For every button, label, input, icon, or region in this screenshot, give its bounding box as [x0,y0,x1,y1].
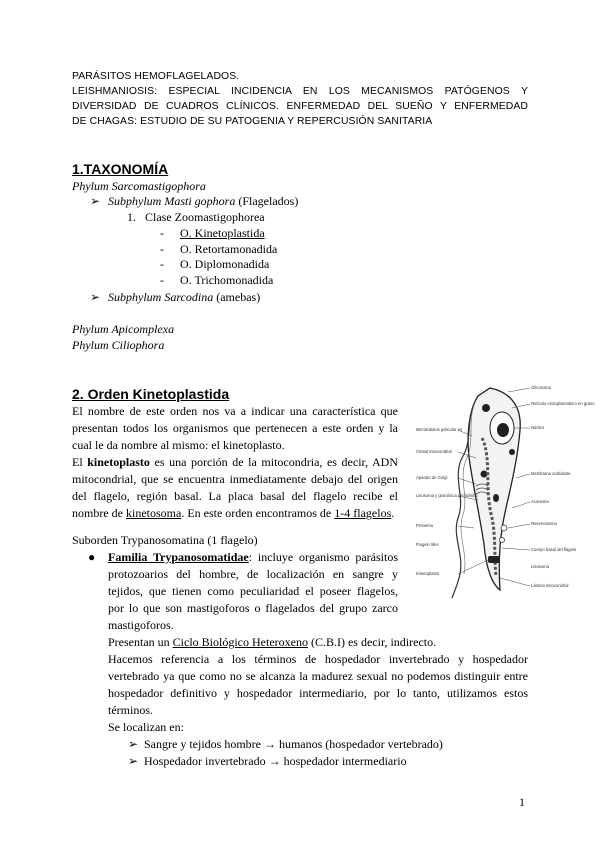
arrow-bullet-icon: ➢ [90,290,101,304]
kinetosoma-link: kinetosoma [125,506,182,520]
diagram-label: Aparato de Golgi [416,475,448,480]
header-line-2: LEISHMANIOSIS: ESPECIAL INCIDENCIA EN LOS MECANISMOS PATÓGENOS Y [72,86,528,97]
arrow-bullet-icon: ➢ [128,754,139,768]
location-list [128,736,443,770]
bullet-icon: ● [88,550,96,564]
phylum-sarcomastigophora: Phylum Sarcomastigophora [72,179,206,193]
family-trypanosomatidae: Familia Trypanosomatidae: incluye organismo parásitos protozoarios del hombre, de localización en sangre y tejidos, que tienen como peculiaridad el poseer flagelos, por lo que son mastigoforos o flagelados del grupo zarco mastigoforos. [108,550,398,632]
diagram-label: Lisosoma y granónica del bolsillo [416,493,478,498]
location-item: ➢ Hospedador invertebrado → hospedador intermediario [128,754,407,768]
trypanosome-diagram [412,378,595,603]
header-line-3: DIVERSIDAD DE CUADROS CLÍNICOS. ENFERMEDAD DEL SUEÑO Y ENFERMEDAD [72,101,528,112]
kinetoplastida-paragraph-2: El kinetoplasto es una porción de la mitocondria, es decir, ADN mitocondrial, que se encuentra inmediatamente debajo del origen del flagelo, región basal. La placa basal del flagelo recibe el nombre de kinetosoma. En este orden encontramos de 1-4 flagelos. [72,455,398,520]
diagram-label: Lámina mitocondrial [531,583,569,588]
kinetoplastida-title: 2. Orden Kinetoplastida [72,386,230,402]
diagram-label: Glicosoma [531,385,551,390]
diagram-label: Pronema [416,523,433,528]
subphylum-sarcodina: ➢ Subphylum Sarcodina (amebas) [90,290,261,304]
diagram-label: Axonema [531,499,549,504]
phylum-apicomplexa: Phylum Apicomplexa [72,322,175,336]
header-line-1: PARÁSITOS HEMOFLAGELADOS. [72,71,240,82]
order-item: - O. Retortamonadida [160,241,278,256]
suborder-line: Suborden Trypanosomatina (1 flagelo) [72,533,258,547]
order-item: - O. Kinetoplastida [160,226,265,240]
diagram-label: Membrana ondulante [531,471,571,476]
diagram-label: Cristal mitocondrial [416,449,452,454]
diagram-label: Kinetoplasto [416,571,440,576]
order-list [160,226,277,288]
diagram-label: Microtúbulos pelicular es [416,427,463,432]
diagram-label: Reservosoma [531,521,557,526]
diagram-label: Retículo endoplasmático en grano [531,401,595,406]
biological-cycle: Presentan un Ciclo Biológico Heteroxeno (C.B.I) es decir, indirecto. Hacemos referencia a los términos de hospedador invertebrado y hospedador vertebrado ya que como no se alcanza la madurez sexual no podemos distinguir entre hospedador definitivo y hospedador intermediario, por lo tanto, utilizamos estos términos. Se localizan en: [108,635,528,734]
order-item: - O. Diplomonadida [160,257,270,271]
page-number: 1 [519,795,525,809]
arrow-bullet-icon: ➢ [90,194,101,208]
order-item: - O. Trichomonadida [160,272,274,287]
diagram-label: Lisosoma [531,564,549,569]
trypanosome-illustration [412,378,595,603]
header-line-4: DE CHAGAS: ESTUDIO DE SU PATOGENIA Y REPERCUSIÓN SANITARIA [72,116,433,127]
class-zoomastigophorea: 1. Clase Zoomastigophorea [127,210,265,224]
arrow-bullet-icon: ➢ [128,737,139,751]
diagram-label: Núcleo [531,425,545,430]
location-item: ➢ Sangre y tejidos hombre → humanos (hospedador vertebrado) [128,737,443,751]
diagram-label: Flagelo libre [416,542,439,547]
kinetoplastida-paragraph-1: El nombre de este orden nos va a indicar una característica que presentan todos los organismos que pertenecen a este orden y la cual le da nombre al mismo: el kinetoplasto. [72,404,398,452]
phylum-ciliophora: Phylum Ciliophora [72,338,165,352]
diagram-label: Cuerpo basal del flagelo [531,547,577,552]
document-header [72,69,528,129]
taxonomy-title: 1.TAXONOMÍA [72,161,169,177]
subphylum-mastigophora: ➢ Subphylum Masti gophora (Flagelados) [90,194,299,208]
